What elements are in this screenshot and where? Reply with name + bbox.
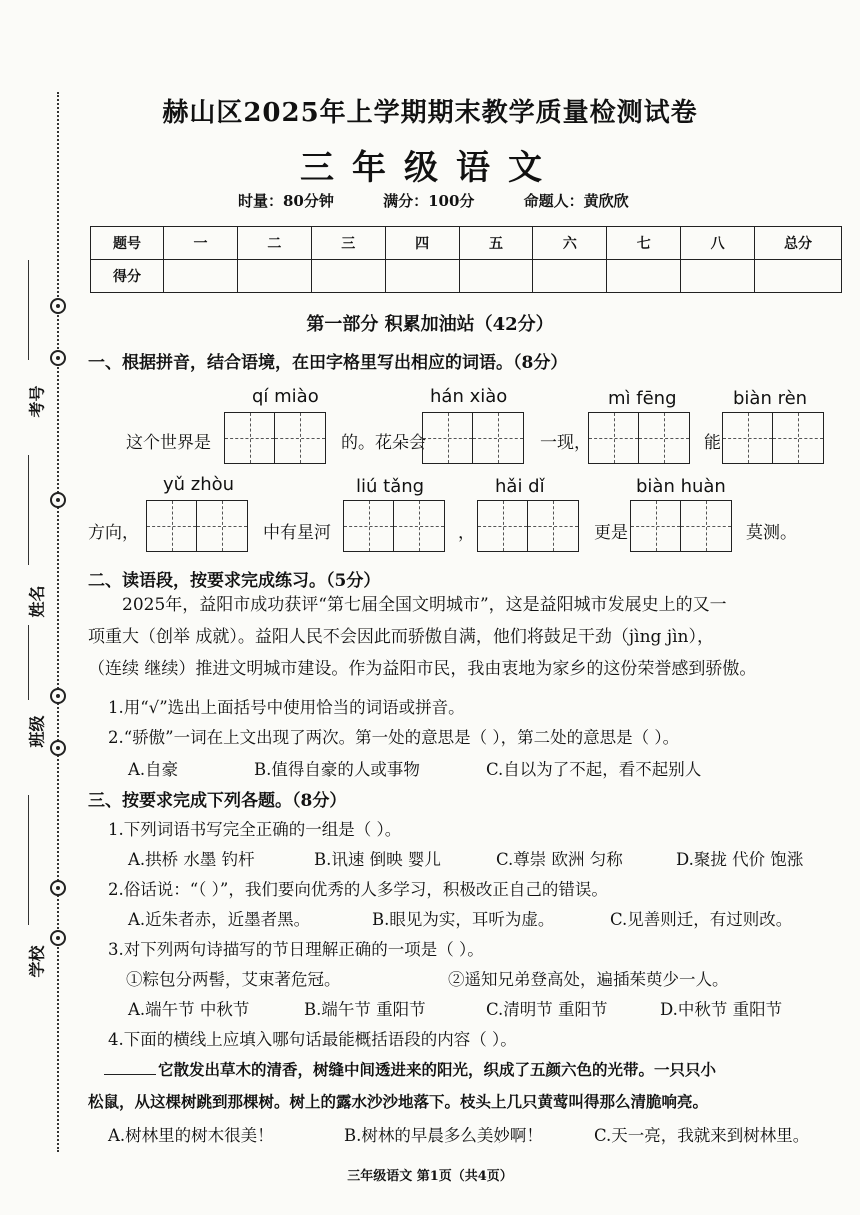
section3-title: 三、按要求完成下列各题。（8分） <box>88 791 347 811</box>
score-table-header: 一 <box>164 227 238 260</box>
score-table-header-row <box>91 227 842 260</box>
exam-meta <box>238 190 673 211</box>
question-3-3: 3.对下列两句诗描写的节日理解正确的一项是（ ）。 <box>108 940 484 959</box>
passage-line: 松鼠，从这棵树跳到那棵树。树上的露水沙沙地落下。枝头上几只黄莺叫得那么清脆响亮。 <box>88 1092 709 1111</box>
binding-hole <box>50 880 66 896</box>
author-info: 命题人：黄欣欣 <box>523 192 629 210</box>
school-field[interactable] <box>28 795 29 925</box>
passage-line: 它散发出草木的清香，树缝中间透进来的阳光，织成了五颜六色的光带。一只只小 <box>104 1058 716 1080</box>
option[interactable]: B.树林的早晨多么美妙啊！ <box>344 1126 543 1145</box>
class-field[interactable] <box>28 625 29 700</box>
tianzige-box[interactable] <box>343 500 445 552</box>
sentence-text: 中有星河 <box>263 523 331 543</box>
score-cell[interactable] <box>533 260 607 293</box>
option[interactable]: A.树林里的树木很美！ <box>108 1126 274 1145</box>
question-3-4: 4.下面的横线上应填入哪句话最能概括语段的内容（ ）。 <box>108 1030 517 1049</box>
score-table-header: 总分 <box>755 227 842 260</box>
question-2-1: 1.用“√”选出上面括号中使用恰当的词语或拼音。 <box>108 698 465 717</box>
option[interactable]: C.自以为了不起，看不起别人 <box>486 760 702 779</box>
score-table-header: 题号 <box>91 227 164 260</box>
option[interactable]: C.清明节 重阳节 <box>486 1000 608 1019</box>
name-label: 姓名 <box>27 585 47 618</box>
binding-hole <box>50 688 66 704</box>
name-field[interactable] <box>28 455 29 565</box>
binding-dotted-line <box>57 92 59 1152</box>
score-cell[interactable] <box>385 260 459 293</box>
part1-title: 第一部分 积累加油站（42分） <box>306 314 554 335</box>
poem-line: ②遥知兄弟登高处，遍插茱萸少一人。 <box>448 970 729 989</box>
fill-blank-line[interactable] <box>104 1074 156 1075</box>
option[interactable]: C.见善则迁，有过则改。 <box>610 910 793 929</box>
sentence-text: 方向， <box>88 523 139 543</box>
score-table-header: 三 <box>311 227 385 260</box>
option[interactable]: A.自豪 <box>128 760 179 779</box>
passage-line: 项重大（创举 成就）。益阳人民不会因此而骄傲自满，他们将鼓足干劲（jìng jìn）， <box>88 627 715 647</box>
score-cell[interactable] <box>755 260 842 293</box>
score-table-score-row <box>91 260 842 293</box>
exam-no-label: 考号 <box>27 385 47 418</box>
section1-title: 一、根据拼音，结合语境，在田字格里写出相应的词语。（8分） <box>88 353 568 373</box>
pinyin: mì fēng <box>608 388 677 409</box>
sentence-text: 的。花朵会 <box>341 433 426 453</box>
option[interactable]: A.端午节 中秋节 <box>128 1000 250 1019</box>
score-cell[interactable] <box>459 260 533 293</box>
pinyin: liú tǎng <box>356 476 425 497</box>
tianzige-box[interactable] <box>224 412 326 464</box>
score-table <box>90 226 842 293</box>
option[interactable]: A.近朱者赤，近墨者黑。 <box>128 910 311 929</box>
tianzige-box[interactable] <box>422 412 524 464</box>
pinyin: hán xiào <box>430 386 508 407</box>
question-3-1: 1.下列词语书写完全正确的一组是（ ）。 <box>108 820 402 839</box>
pinyin: yǔ zhòu <box>163 474 235 495</box>
class-label: 班级 <box>27 715 47 748</box>
pinyin: biàn huàn <box>636 476 726 497</box>
option[interactable]: C.天一亮，我就来到树林里。 <box>594 1126 810 1145</box>
sentence-text: 能 <box>704 433 721 453</box>
tianzige-box[interactable] <box>146 500 248 552</box>
option[interactable]: D.中秋节 重阳节 <box>660 1000 783 1019</box>
score-cell[interactable] <box>607 260 681 293</box>
tianzige-box[interactable] <box>477 500 579 552</box>
option[interactable]: A.拱桥 水墨 钓杆 <box>128 850 255 869</box>
section2-title: 二、读语段，按要求完成练习。（5分） <box>88 571 381 591</box>
binding-hole <box>50 492 66 508</box>
option[interactable]: D.聚拢 代价 饱涨 <box>676 850 804 869</box>
binding-hole <box>50 930 66 946</box>
option[interactable]: B.端午节 重阳节 <box>304 1000 426 1019</box>
time-info: 时量：80分钟 <box>238 192 334 210</box>
option[interactable]: B.眼见为实，耳听为虚。 <box>372 910 555 929</box>
option[interactable]: B.讯速 倒映 婴儿 <box>314 850 441 869</box>
tianzige-box[interactable] <box>722 412 824 464</box>
score-cell[interactable] <box>311 260 385 293</box>
score-info: 满分：100分 <box>383 192 475 210</box>
score-table-header: 五 <box>459 227 533 260</box>
score-table-header: 二 <box>237 227 311 260</box>
sentence-text: 莫测。 <box>746 523 797 543</box>
sentence-text: 一现， <box>540 433 591 453</box>
tianzige-box[interactable] <box>630 500 732 552</box>
question-3-2: 2.俗话说：“（ ）”，我们要向优秀的人多学习，积极改正自己的错误。 <box>108 880 608 899</box>
page-footer: 三年级语文 第1页（共4页） <box>347 1169 513 1184</box>
exam-title: 赫山区2025年上学期期末教学质量检测试卷 <box>162 98 698 128</box>
option[interactable]: B.值得自豪的人或事物 <box>254 760 420 779</box>
option[interactable]: C.尊崇 欧洲 匀称 <box>496 850 623 869</box>
question-2-2: 2.“骄傲”一词在上文出现了两次。第一处的意思是（ ），第二处的意思是（ ）。 <box>108 728 680 747</box>
passage-line: 2025年，益阳市成功获评“第七届全国文明城市”，这是益阳城市发展史上的又一 <box>122 595 727 615</box>
score-table-header: 六 <box>533 227 607 260</box>
score-table-header: 四 <box>385 227 459 260</box>
passage-line: （连续 继续）推进文明城市建设。作为益阳市民，我由衷地为家乡的这份荣誉感到骄傲。 <box>88 659 757 679</box>
score-cell[interactable] <box>164 260 238 293</box>
score-row-label: 得分 <box>91 260 164 293</box>
school-label: 学校 <box>27 945 47 978</box>
score-cell[interactable] <box>237 260 311 293</box>
sentence-text: 更是 <box>594 523 628 543</box>
binding-hole <box>50 350 66 366</box>
subject-title: 三年级语文 <box>300 148 560 188</box>
score-cell[interactable] <box>681 260 755 293</box>
pinyin: biàn rèn <box>733 388 808 409</box>
sentence-text: 这个世界是 <box>126 433 211 453</box>
binding-hole <box>50 740 66 756</box>
score-table-header: 七 <box>607 227 681 260</box>
pinyin: qí miào <box>252 386 319 407</box>
poem-line: ①粽包分两髻，艾束著危冠。 <box>126 970 341 989</box>
score-table-header: 八 <box>681 227 755 260</box>
pinyin: hǎi dǐ <box>495 476 545 497</box>
tianzige-box[interactable] <box>588 412 690 464</box>
sentence-text: ， <box>458 523 475 543</box>
